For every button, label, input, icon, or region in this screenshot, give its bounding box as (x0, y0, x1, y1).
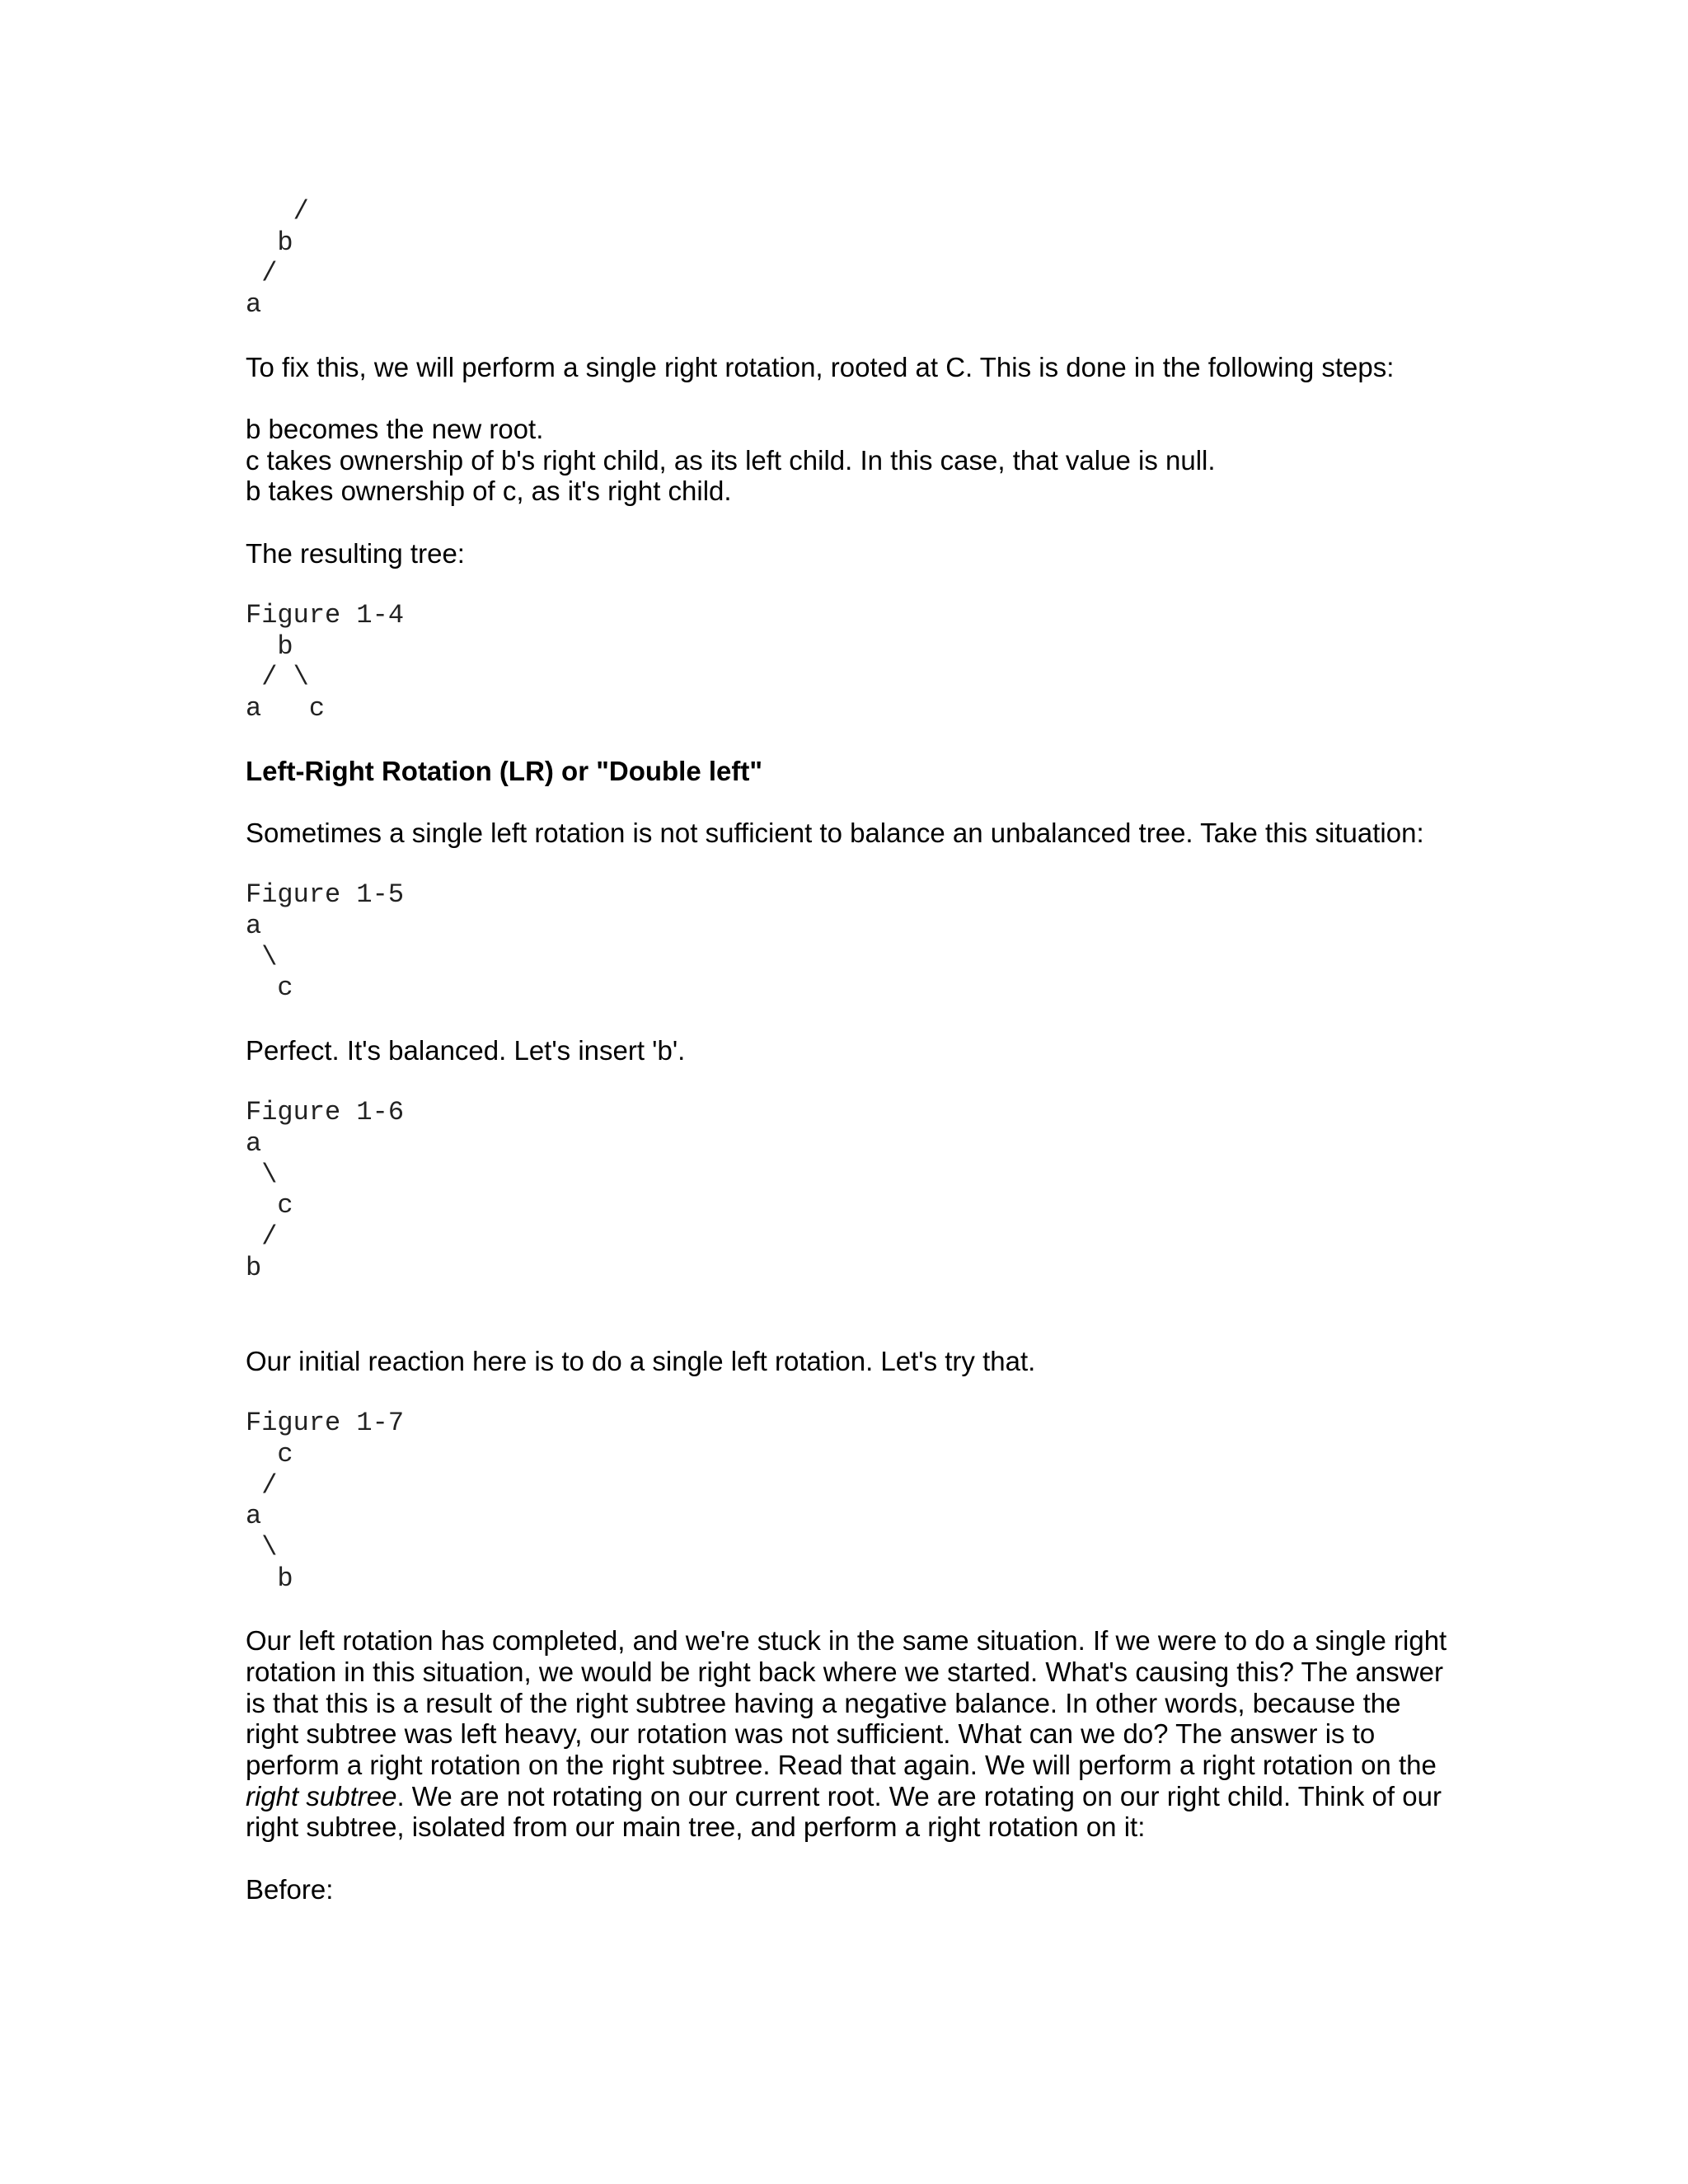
figure-1-5: Figure 1-5 a \ c (246, 879, 405, 1004)
figure-1-6: Figure 1-6 a \ c / b (246, 1097, 405, 1283)
rotation-steps (246, 414, 1449, 507)
figure-1-7: Figure 1-7 c / a \ b (246, 1408, 405, 1594)
paragraph-initial-reaction: Our initial reaction here is to do a single left rotation. Let's try that. (246, 1345, 1036, 1376)
explanation-italic-right-subtree: right subtree (246, 1780, 397, 1811)
explanation-text-start: Our left rotation has completed, and we're stuck in the same situation. If we were to do a single right rotation in this situation, we would be right back where we started. What's causing this? The answer is that this is a result of the right subtree having a negative balance. In other words, because the right subtree was left heavy, our rotation was not sufficient. What can we do? The answer is to perform a right rotation on the right subtree. Read that again. We will perform a right rotation on the (246, 1625, 1447, 1780)
explanation-text-end: . We are not rotating on our current root. We are rotating on our right child. Think of our right subtree, isolated from our main tree, and perform a right rotation on it: (246, 1780, 1442, 1843)
section-heading-left-right-rotation: Left-Right Rotation (LR) or "Double left" (246, 755, 763, 786)
paragraph-fix: To fix this, we will perform a single right rotation, rooted at C. This is done in the following steps: (246, 351, 1395, 382)
paragraph-left-rotation-explanation (246, 1625, 1449, 1843)
figure-1-4: Figure 1-4 b / \ a c (246, 600, 405, 724)
tree-figure-top: / b / a (246, 196, 309, 321)
step-item: b takes ownership of c, as it's right child. (246, 476, 732, 507)
paragraph-sometimes: Sometimes a single left rotation is not sufficient to balance an unbalanced tree. Take this situation: (246, 817, 1424, 848)
paragraph-before-label: Before: (246, 1873, 334, 1905)
step-item: b becomes the new root. (246, 413, 544, 444)
document-page (246, 196, 1449, 1905)
step-item: c takes ownership of b's right child, as its left child. In this case, that value is null. (246, 444, 1216, 476)
paragraph-resulting-tree: The resulting tree: (246, 537, 465, 569)
paragraph-perfect: Perfect. It's balanced. Let's insert 'b'. (246, 1034, 686, 1066)
